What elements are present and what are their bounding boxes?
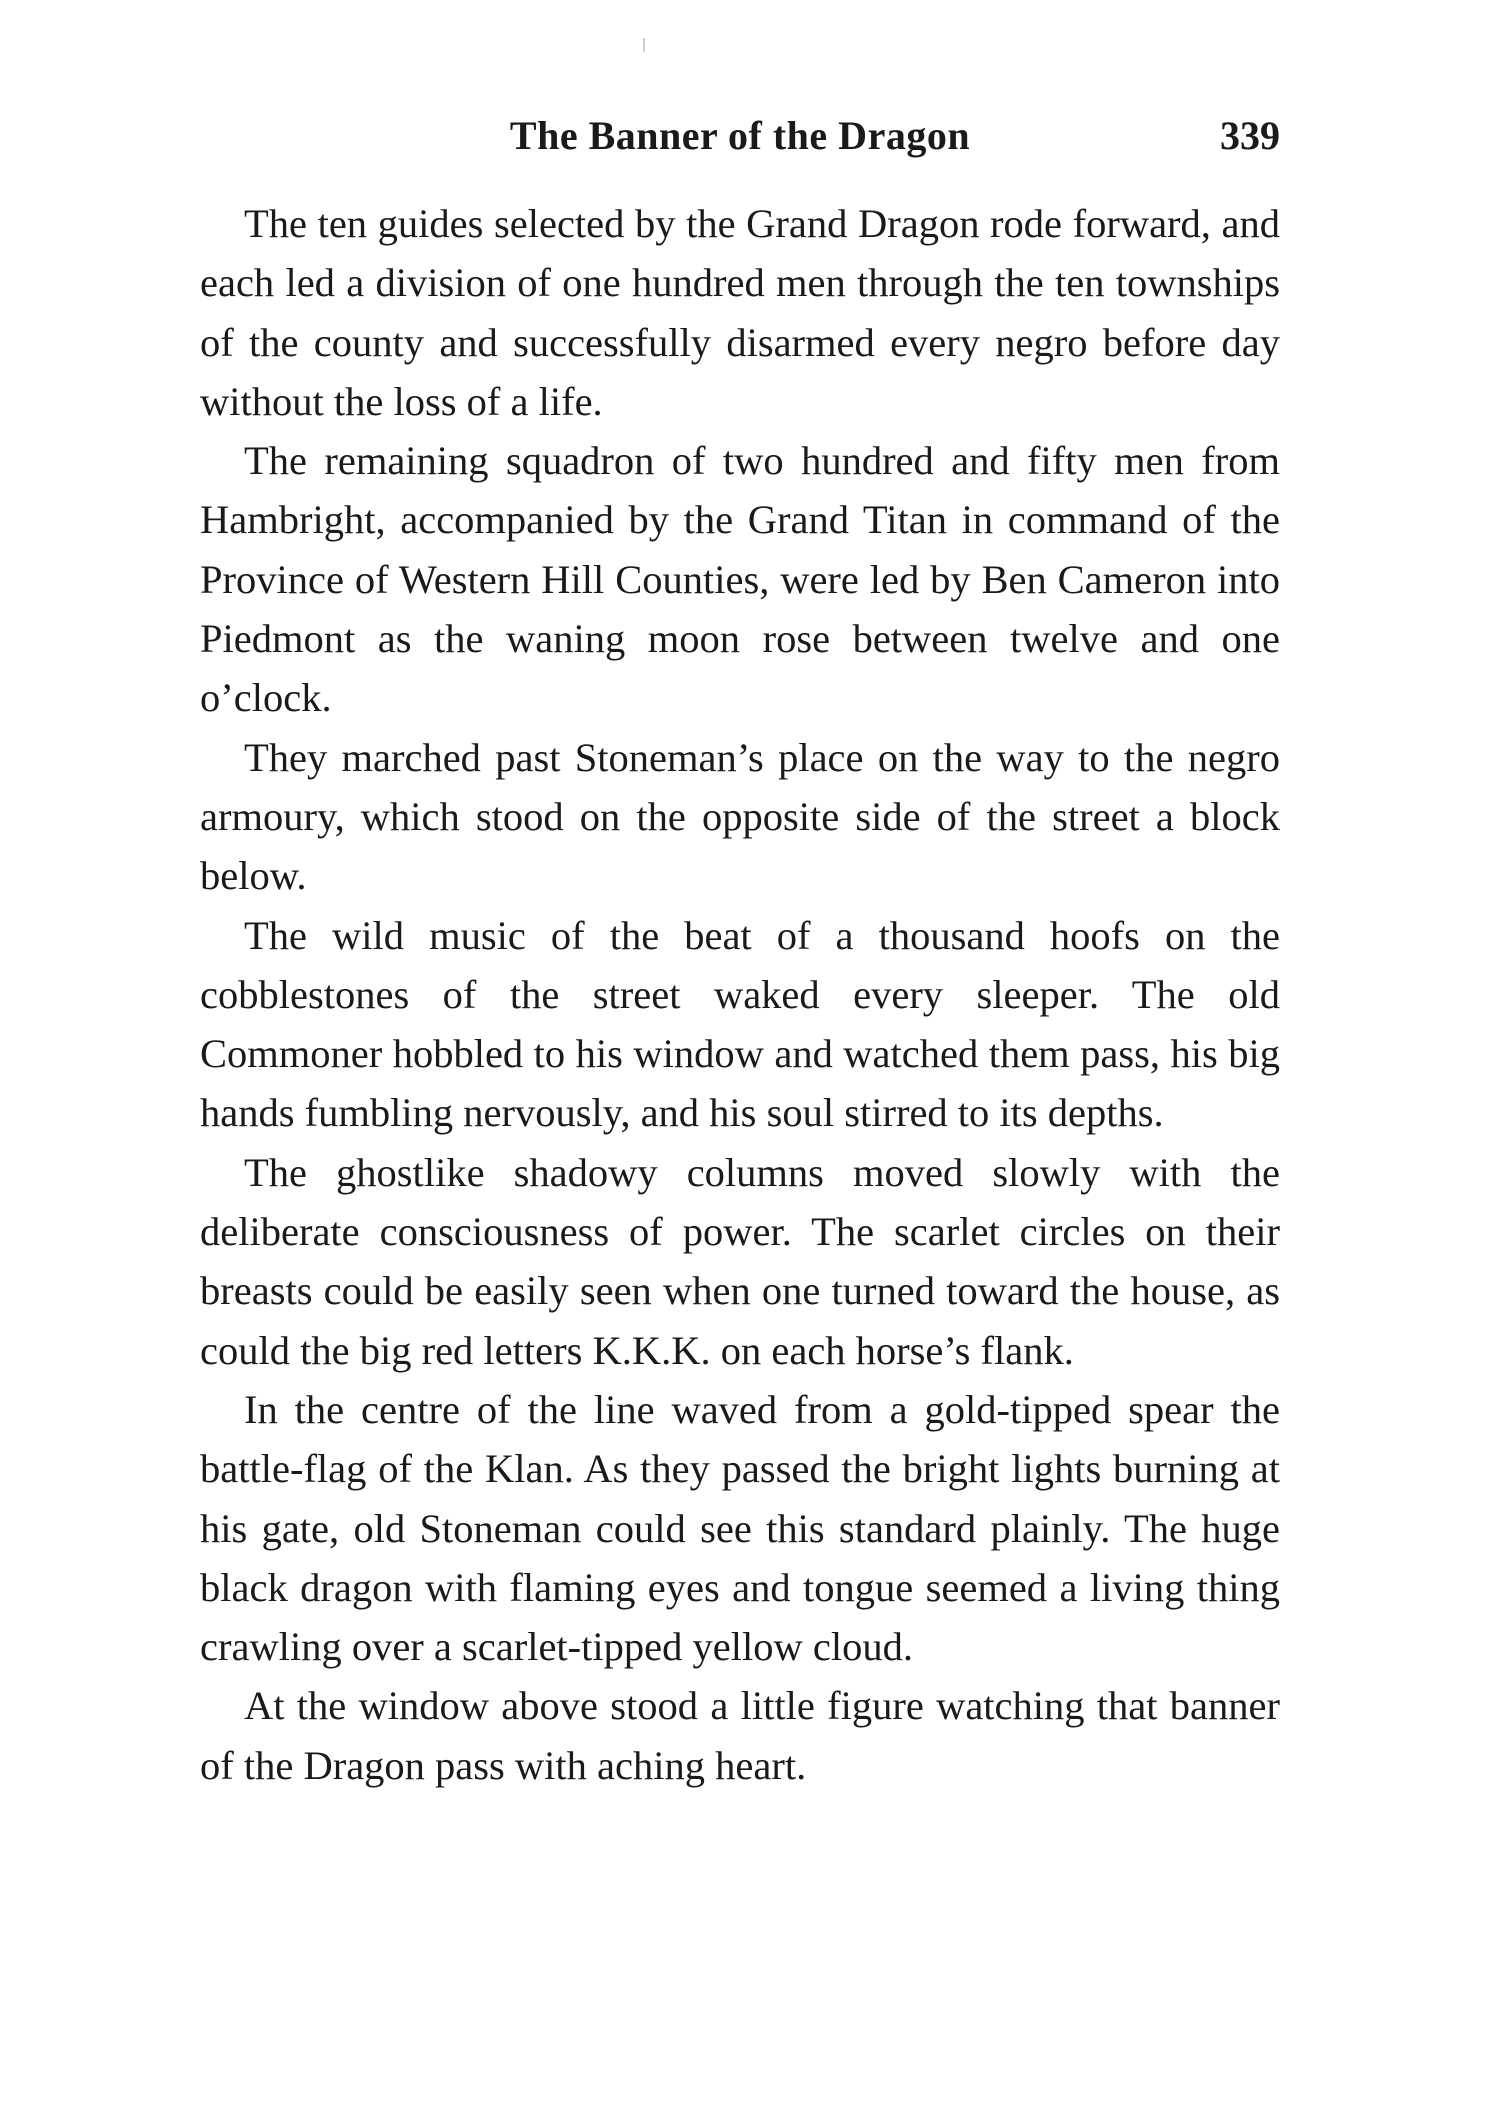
page-number: 339 [1220,113,1280,158]
print-speck [643,38,645,52]
paragraph: The ghostlike shadowy columns moved slowly with the deliberate consciousness of power. The scarlet circles on their breasts could be easily seen when one turned toward the house, as could the big red letters K.K.K. on each horse’s flank. [200,1149,1280,1373]
running-title: The Banner of the Dragon [509,113,971,158]
paragraph: They marched past Stoneman’s place on the way to the negro armoury, which stood on the opposite side of the street a block below. [200,734,1280,899]
body-text [200,194,1280,1795]
paragraph: The wild music of the beat of a thousand hoofs on the cobblestones of the street waked every sleeper. The old Commoner hobbled to his window and watched them pass, his big hands fumbling nervously, and his soul stirred to its depths. [200,912,1280,1136]
paragraph: In the centre of the line waved from a gold-tipped spear the battle-flag of the Klan. As they passed the bright lights burning at his gate, old Stoneman could see this standard plainly. The huge black dragon with flaming eyes and tongue seemed a living thing crawling over a scarlet-tipped yellow cloud. [200,1386,1280,1670]
paragraph: At the window above stood a little figure watching that banner of the Dragon pass with aching heart. [200,1683,1280,1788]
paragraph: The ten guides selected by the Grand Dragon rode forward, and each led a division of one hundred men through the ten townships of the county and successfully disarmed every negro before day without the loss of a life. [200,201,1280,424]
running-head [200,112,1280,172]
paragraph: The remaining squadron of two hundred and fifty men from Hambright, accompanied by the Grand Titan in command of the Province of Western Hill Counties, were led by Ben Cameron into Piedmont as the waning moon rose between twelve and one o’clock. [200,438,1280,721]
